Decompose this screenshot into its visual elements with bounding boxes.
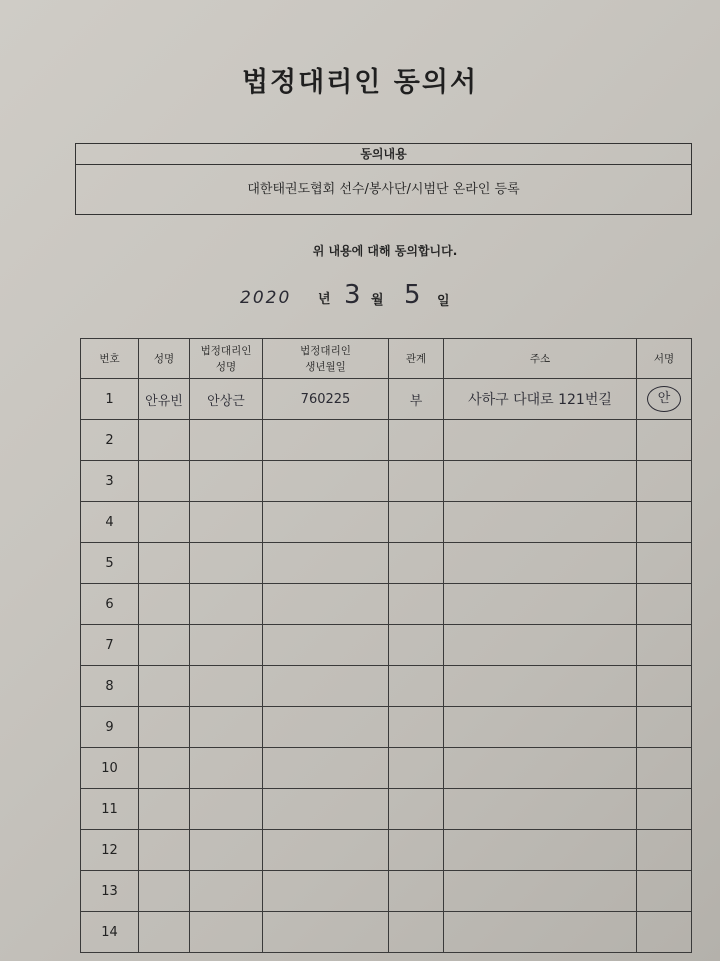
- cell-name: [139, 912, 190, 953]
- table-row: [81, 830, 692, 871]
- cell-relation: [389, 912, 444, 953]
- cell-birth: [263, 666, 389, 707]
- cell-signature: [637, 420, 692, 461]
- cell-relation: [389, 707, 444, 748]
- cell-relation: [389, 420, 444, 461]
- cell-guardian: [190, 871, 263, 912]
- cell-address: [444, 871, 637, 912]
- date-day-label: 일: [437, 294, 450, 309]
- cell-relation: [389, 871, 444, 912]
- cell-relation: [389, 502, 444, 543]
- row-number: 13: [81, 871, 139, 912]
- cell-name: [139, 789, 190, 830]
- table-row: [81, 584, 692, 625]
- date-day: 5: [404, 280, 421, 310]
- cell-name: [139, 830, 190, 871]
- cell-name: [139, 584, 190, 625]
- cell-signature: [637, 789, 692, 830]
- cell-relation: [389, 748, 444, 789]
- cell-signature: [637, 912, 692, 953]
- cell-birth: [263, 461, 389, 502]
- table-row: [81, 707, 692, 748]
- table-row: [81, 625, 692, 666]
- cell-name: [139, 625, 190, 666]
- consent-body: 대한태권도협회 선수/봉사단/시범단 온라인 등록: [247, 182, 520, 197]
- cell-name: [139, 543, 190, 584]
- row-number: 1: [81, 379, 139, 420]
- cell-address: [444, 707, 637, 748]
- cell-relation: [389, 666, 444, 707]
- column-header: 법정대리인 생년월일: [263, 339, 389, 379]
- cell-signature: [637, 666, 692, 707]
- cell-address: [444, 461, 637, 502]
- cell-signature: [637, 707, 692, 748]
- cell-guardian: 안상근: [190, 379, 263, 420]
- row-number: 12: [81, 830, 139, 871]
- table-header-row: [81, 339, 692, 379]
- cell-birth: [263, 543, 389, 584]
- cell-guardian: [190, 543, 263, 584]
- cell-relation: [389, 584, 444, 625]
- cell-relation: [389, 543, 444, 584]
- cell-name: [139, 420, 190, 461]
- row-number: 9: [81, 707, 139, 748]
- table-row: [81, 461, 692, 502]
- row-number: 5: [81, 543, 139, 584]
- cell-birth: [263, 789, 389, 830]
- cell-name: [139, 666, 190, 707]
- table-row: [81, 912, 692, 953]
- cell-guardian: [190, 461, 263, 502]
- table-row: [81, 871, 692, 912]
- cell-name: [139, 461, 190, 502]
- cell-relation: [389, 830, 444, 871]
- agreement-text: 위 내용에 대해 동의합니다.: [312, 244, 458, 258]
- cell-guardian: [190, 420, 263, 461]
- date-month: 3: [344, 280, 361, 310]
- cell-signature: [637, 379, 692, 420]
- cell-address: [444, 420, 637, 461]
- cell-guardian: [190, 748, 263, 789]
- cell-signature: [637, 748, 692, 789]
- row-number: 3: [81, 461, 139, 502]
- cell-guardian: [190, 584, 263, 625]
- cell-address: [444, 502, 637, 543]
- cell-signature: [637, 502, 692, 543]
- row-number: 2: [81, 420, 139, 461]
- cell-birth: 760225: [263, 379, 389, 420]
- column-header: 성명: [139, 339, 190, 379]
- consent-box: [75, 143, 692, 215]
- column-header: 법정대리인 성명: [190, 339, 263, 379]
- roster-table: [80, 338, 692, 953]
- cell-address: [444, 748, 637, 789]
- cell-birth: [263, 420, 389, 461]
- date-year: 2020: [240, 288, 292, 308]
- cell-guardian: [190, 625, 263, 666]
- cell-address: [444, 543, 637, 584]
- cell-name: [139, 502, 190, 543]
- cell-address: 사하구 다대로 121번길: [444, 379, 637, 420]
- row-number: 6: [81, 584, 139, 625]
- date-month-label: 월: [371, 293, 384, 308]
- row-number: 10: [81, 748, 139, 789]
- cell-signature: [637, 830, 692, 871]
- cell-signature: [637, 871, 692, 912]
- date-row: [240, 282, 500, 314]
- table-row: [81, 748, 692, 789]
- consent-header: 동의내용: [76, 144, 691, 165]
- cell-address: [444, 789, 637, 830]
- cell-address: [444, 666, 637, 707]
- cell-birth: [263, 830, 389, 871]
- table-row: [81, 543, 692, 584]
- table-body: [81, 379, 692, 953]
- cell-birth: [263, 707, 389, 748]
- row-number: 4: [81, 502, 139, 543]
- cell-guardian: [190, 666, 263, 707]
- cell-signature: [637, 584, 692, 625]
- table-row: [81, 420, 692, 461]
- cell-signature: [637, 625, 692, 666]
- signature-mark: 안: [647, 386, 681, 412]
- table-row: [81, 502, 692, 543]
- cell-address: [444, 912, 637, 953]
- date-year-label: 년: [318, 292, 331, 307]
- cell-name: [139, 748, 190, 789]
- row-number: 14: [81, 912, 139, 953]
- cell-relation: [389, 625, 444, 666]
- cell-name: 안유빈: [139, 379, 190, 420]
- cell-guardian: [190, 912, 263, 953]
- cell-guardian: [190, 830, 263, 871]
- cell-name: [139, 871, 190, 912]
- cell-relation: [389, 461, 444, 502]
- cell-address: [444, 830, 637, 871]
- cell-relation: [389, 789, 444, 830]
- cell-name: [139, 707, 190, 748]
- cell-birth: [263, 625, 389, 666]
- cell-birth: [263, 584, 389, 625]
- page-title: 법정대리인 동의서: [241, 67, 479, 98]
- cell-relation: 부: [389, 379, 444, 420]
- table-row: [81, 379, 692, 420]
- cell-address: [444, 584, 637, 625]
- cell-birth: [263, 748, 389, 789]
- cell-signature: [637, 461, 692, 502]
- row-number: 11: [81, 789, 139, 830]
- row-number: 7: [81, 625, 139, 666]
- cell-guardian: [190, 502, 263, 543]
- row-number: 8: [81, 666, 139, 707]
- cell-guardian: [190, 707, 263, 748]
- cell-birth: [263, 912, 389, 953]
- cell-birth: [263, 871, 389, 912]
- cell-guardian: [190, 789, 263, 830]
- column-header: 서명: [637, 339, 692, 379]
- column-header: 번호: [81, 339, 139, 379]
- cell-signature: [637, 543, 692, 584]
- table-row: [81, 666, 692, 707]
- table-row: [81, 789, 692, 830]
- column-header: 관계: [389, 339, 444, 379]
- column-header: 주소: [444, 339, 637, 379]
- cell-birth: [263, 502, 389, 543]
- cell-address: [444, 625, 637, 666]
